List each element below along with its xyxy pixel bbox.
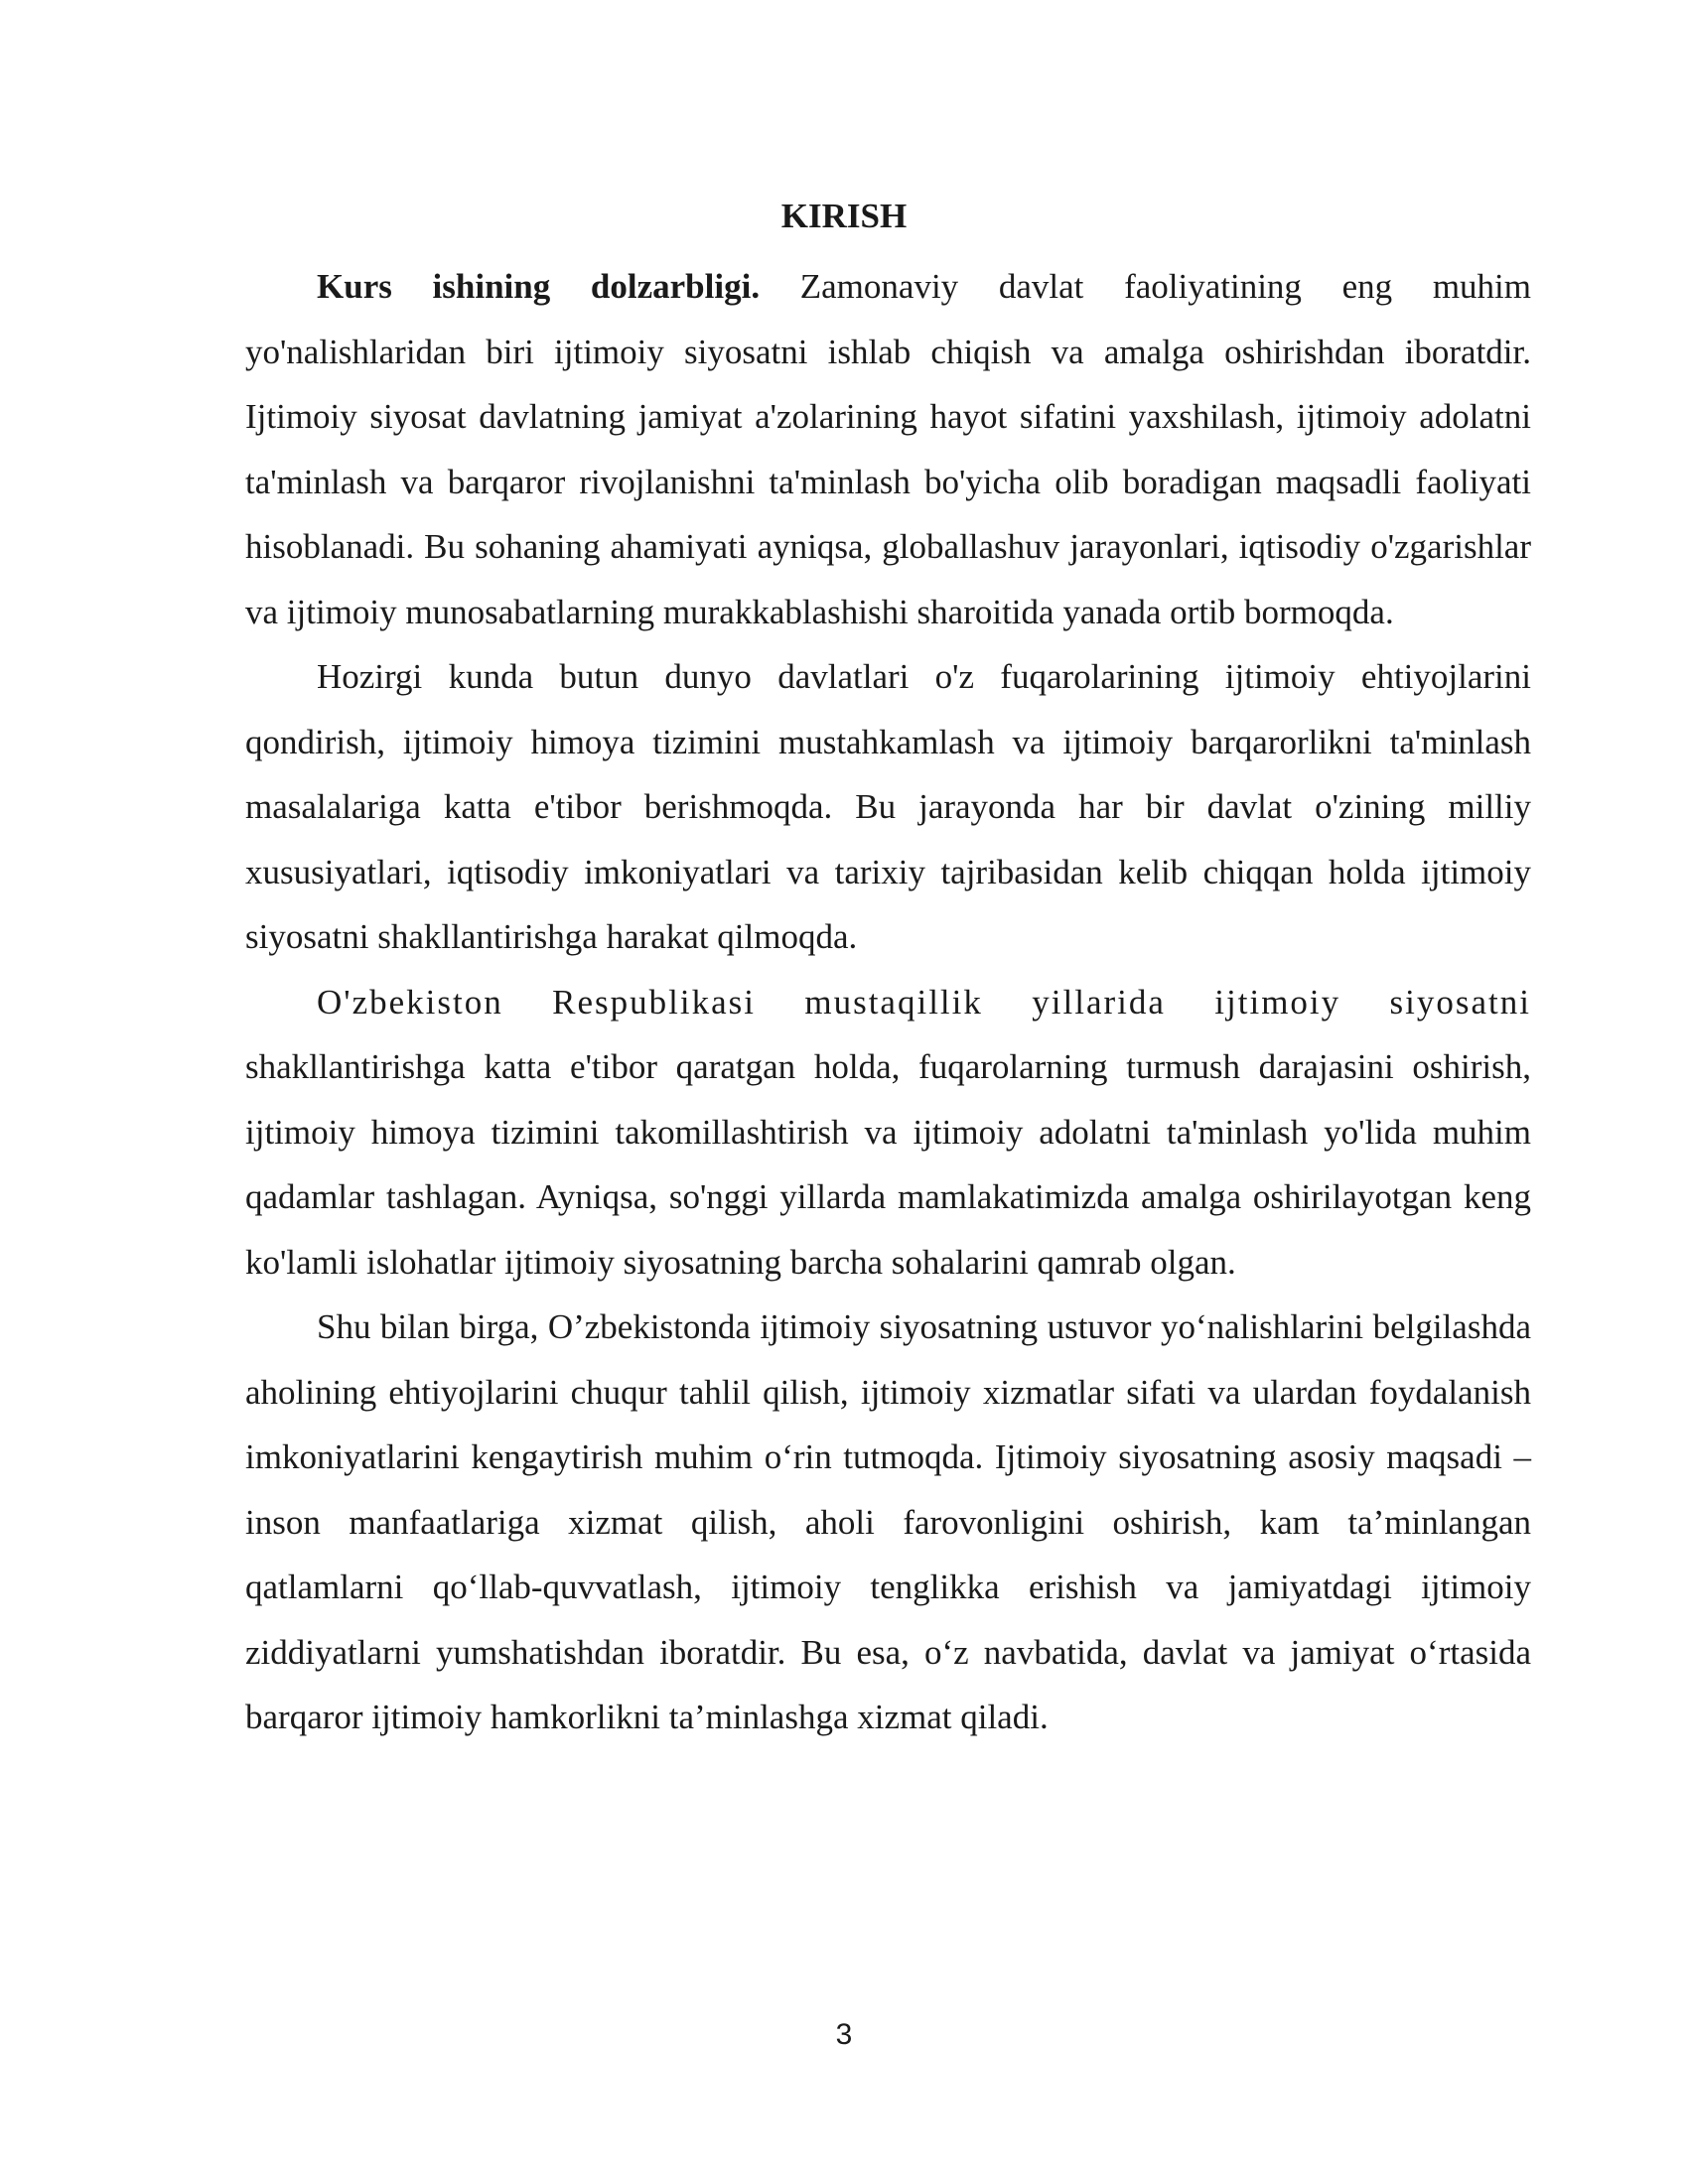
paragraph-text: Shu bilan birga, O’zbekistonda ijtimoiy siyosatning ustuvor yo‘nalishlarini belgilashda aholining ehtiyojlarini chuqur tahlil qilish, ijtimoiy xizmatlar sifati va ulardan foydalanish imkoniyatlarini kengaytirish muhim o‘rin tutmoqda. Ijtimoiy siyosatning asosiy maqsadi – inson manfaatlariga xizmat qilish, aholi farovonligini oshirish, kam ta’minlangan qatlamlarni qo‘llab-quvvatlash, ijtimoiy tenglikka erishish va jamiyatdagi ijtimoiy ziddiyatlarni yumshatishdan iboratdir. Bu esa, o‘z navbatida, davlat va jamiyat o‘rtasida barqaror ijtimoiy hamkorlikni ta’minlashga xizmat qiladi. [245, 1307, 1531, 1736]
paragraph-text: Zamonaviy davlat faoliyatining eng muhim yo'nalishlaridan biri ijtimoiy siyosatni ishlab chiqish va amalga oshirishdan iboratdir. Ijtimoiy siyosat davlatning jamiyat a'zolarining hayot sifatini yaxshilash, ijtimoiy adolatni ta'minlash va barqaror rivojlanishni ta'minlash bo'yicha olib boradigan maqsadli faoliyati hisoblanadi. Bu sohaning ahamiyati ayniqsa, globallashuv jarayonlari, iqtisodiy o'zgarishlar va ijtimoiy munosabatlarning murakkablashishi sharoitida yanada ortib bormoqda. [245, 267, 1532, 631]
page-heading: KIRISH [780, 197, 908, 235]
paragraph-text: shakllantirishga katta e'tibor qaratgan holda, fuqarolarning turmush darajasini oshirish, ijtimoiy himoya tizimini takomillashtirish va ijtimoiy adolatni ta'minlash yo'lida muhim qadamlar tashlagan. Ayniqsa, so'nggi yillarda mamlakatimizda amalga oshirilayotgan keng ko'lamli islohatlar ijtimoiy siyosatning barcha sohalarini qamrab olgan. [245, 1047, 1531, 1282]
paragraph-world-states [245, 644, 1531, 970]
paragraph-uzbekistan [245, 970, 1531, 1296]
paragraph-first-line: O'zbekiston Respublikasi mustaqillik yillarida ijtimoiy siyosatni [317, 982, 1531, 1022]
document-body [245, 254, 1531, 1750]
paragraph-relevance [245, 254, 1531, 644]
paragraph-text: Hozirgi kunda butun dunyo davlatlari o'z fuqarolarining ijtimoiy ehtiyojlarini qondirish, ijtimoiy himoya tizimini mustahkamlash va ijtimoiy barqarorlikni ta'minlash masalalariga katta e'tibor berishmoqda. Bu jarayonda har bir davlat o'zining milliy xususiyatlari, iqtisodiy imkoniyatlari va tarixiy tajribasidan kelib chiqqan holda ijtimoiy siyosatni shakllantirishga harakat qilmoqda. [245, 657, 1531, 956]
page-number: 3 [835, 2018, 853, 2051]
paragraph-lead: Kurs ishining dolzarbligi. [317, 267, 761, 306]
paragraph-priorities [245, 1295, 1531, 1750]
